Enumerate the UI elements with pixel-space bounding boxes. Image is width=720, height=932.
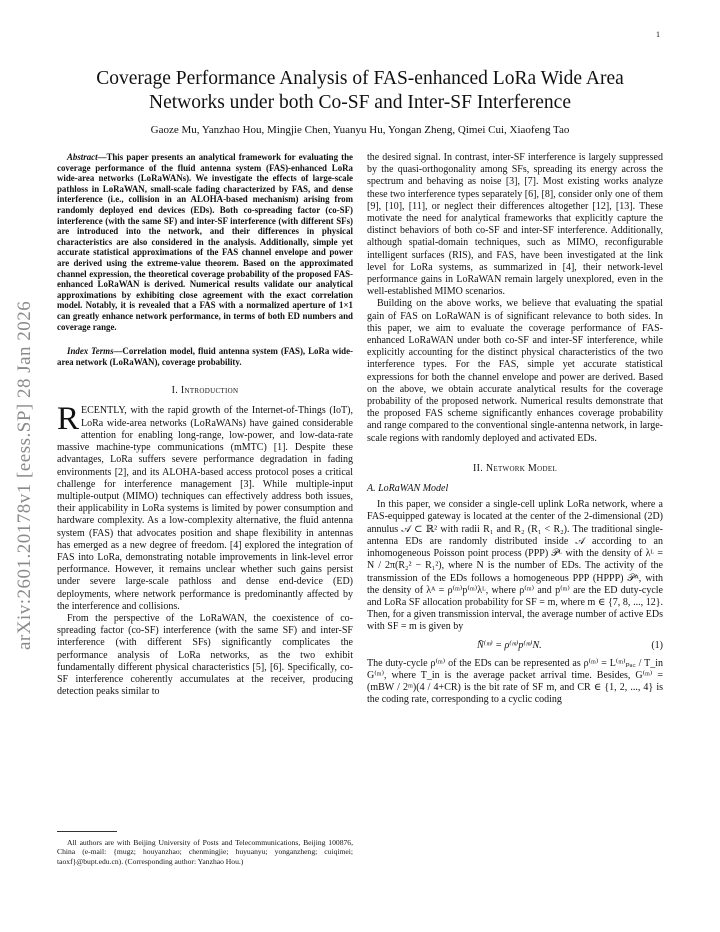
subsection-lorawan-model-heading: A. LoRaWAN Model — [367, 483, 449, 495]
equation-1 — [367, 640, 663, 652]
intro-paragraph-1-text: ECENTLY, with the rapid growth of the Internet-of-Things (IoT), LoRa wide-area networks (LoRaWANs) have gained considerable attention for enabling long-range, low-power, and low-data-rate massive machine-type communications (mMTC) [1]. Despite these advantages, LoRa suffers severe performance degradation in fading environments [2], and its ALOHA-based access protocol poses a critical challenge for interference management [3]. While multiple-input multiple-output (MIMO) techniques can effectively address both issues, their applicability in LoRa systems is limited by power consumption and hardware complexity. As a low-complexity alternative, the fluid antenna system (FAS) that advocates position and shape flexibility in antennas has emerged as a new degree of freedom. [4] explored the integration of FAS into LoRa, demonstrating notable improvements in link-level error performance. However, it remains unclear whether such gains persist under severe large-scale pathloss and dense end-device (ED) deployments, where network performance is predominantly affected by the interference and collisions. — [57, 405, 353, 612]
equation-1-body: N̄⁽ᵐ⁾ = ρ⁽ᵐ⁾p⁽ᵐ⁾N. — [477, 639, 542, 651]
footnote: All authors are with Beijing University of Posts and Telecommunications, Beijing 100876, China (e-mail: {mugz; houyanzhao; chenmingjie; huyuanyu; yonganzheng; cuiqimei; taoxf}@bupt.edu.cn). (Corresponding author: Yanzhao Hou.) — [57, 838, 353, 866]
section-introduction-heading: I. Introduction — [171, 385, 239, 397]
abstract-label: Abstract — [67, 152, 98, 162]
footnote-rule — [57, 831, 117, 832]
right-paragraph-3: In this paper, we consider a single-cell uplink LoRa network, where a FAS-equipped gateway is located at the center of the 2-dimensional (2D) annulus 𝒜 ⊂ ℝ² with radii R₁ and R₂ (R₁ < R₂). The traditional single-antenna EDs are randomly distributed inside 𝒜 according to an inhomogeneous Poisson point process (PPP) 𝒫ᴸ with the density of λᴸ = N / 2π(R₂² − R₁²), where N is the number of EDs. The activity of the transmission of the EDs follows a homogeneous PPP (HPPP) 𝒫ᴬ, with the density of λᴬ = ρ⁽ᵐ⁾p⁽ᵐ⁾λᴸ, where ρ⁽ᵐ⁾ and p⁽ᵐ⁾ are the ED duty-cycle and LoRa SF allocation probability for SF = m, where m ∈ {7, 8, ..., 12}. Then, for a given transmission interval, the average number of active EDs with SF = m is given by — [367, 499, 663, 633]
right-paragraph-2: Building on the above works, we believe that evaluating the spatial gain of FAS on LoRaWAN is of significant relevance to both sides. In this paper, we aim to evaluate the coverage performance of FAS-enhanced LoRaWAN under both co-SF and inter-SF interference, while explicitly accounting for the distinct physical characteristics of the two interference types. For the FAS, simple yet accurate statistical expressions for both the channel envelope and power are derived. Based on the above, we obtain accurate analytical results for the coverage probability of the proposed network. Numerical results demonstrate that the proposed FAS scheme significantly enhances coverage probability and range compared to the conventional single-antenna network, in large-scale regions with randomly deployed and activated EDs. — [367, 298, 663, 444]
intro-paragraph-1 — [57, 401, 353, 612]
arxiv-stamp: arXiv:2601.20178v1 [eess.SP] 28 Jan 2026 — [14, 300, 35, 650]
right-paragraph-1: the desired signal. In contrast, inter-SF interference is largely suppressed by the quasi-orthogonality among SFs, spreading its energy across the spectrum and behaving as noise [3], [7]. Most existing works analyze these two interference types separately [6], [8], consider only one of them [9], [10], [11], or neglect their differences altogether [12], [13]. These motivate the need for analytical frameworks that explicitly capture the distinct behaviors of both co-SF and inter-SF interference. Additionally, although spatial-domain techniques, such as MIMO, reconfigurable intelligent surfaces (RIS), and FAS, have been investigated at the link level for LoRa systems, as summarized in [4], their network-level performance gains in LoRaWAN remain largely unexplored, even in the well-established MIMO scenarios. — [367, 152, 663, 298]
drop-cap: R — [57, 401, 80, 438]
equation-1-number: (1) — [651, 639, 663, 651]
right-paragraph-4: The duty-cycle ρ⁽ᵐ⁾ of the EDs can be represented as ρ⁽ᵐ⁾ = L⁽ᵐ⁾ₚₐ꜀ / T_in G⁽ᵐ⁾, where T_in is the average packet arrival time. Besides, G⁽ᵐ⁾ = (mBW / 2ᵐ)(4 / 4+CR) is the bit rate of SF m, and CR ∈ {1, 2, ..., 4} is the coding rate, corresponding to a cyclic coding — [367, 657, 663, 706]
section-network-model-heading: II. Network Model — [473, 462, 557, 474]
abstract-text: —This paper presents an analytical framework for evaluating the coverage performance of the fluid antenna system (FAS)-enhanced LoRa wide-area networks (LoRaWANs). We investigate the effects of large-scale pathloss in LoRaWAN, small-scale fading characterized by FAS, and dense interference (i.e., collision in an ALOHA-based mechanism) arising from randomly deployed end devices (EDs). Both co-spreading factor (co-SF) interference (with the same SF) and inter-SF interference (with different SFs) are introduced into the network, and their differences in physical characteristics are also considered in the analysis. Additionally, simple yet accurate statistical approximations of the FAS channel envelope and power are derived using the extreme-value theorem. Based on the approximated channel expression, the theoretical coverage probability of the proposed FAS-enhanced LoRaWAN is derived. Numerical results validate our analytical approximations by exhibiting close agreement with the exact correlation model. Notably, it is revealed that a FAS with a normalized aperture of 1×1 can greatly enhance network performance, in terms of both ED numbers and coverage range. — [57, 152, 353, 332]
index-terms — [57, 346, 353, 367]
paper-authors: Gaoze Mu, Yanzhao Hou, Mingjie Chen, Yuanyu Hu, Yongan Zheng, Qimei Cui, Xiaofeng Tao — [150, 124, 570, 136]
abstract — [57, 152, 353, 332]
page-number: 1 — [656, 30, 660, 39]
paper-title: Coverage Performance Analysis of FAS-enhanced LoRa Wide Area Networks under both Co-SF and Inter-SF Interference — [96, 68, 624, 113]
index-terms-text: —Correlation model, fluid antenna system (FAS), LoRa wide-area network (LoRaWAN), coverage probability. — [57, 346, 353, 367]
intro-paragraph-2: From the perspective of the LoRaWAN, the coexistence of co-spreading factor (co-SF) interference (with the same SF) and inter-SF interference (with different SFs) significantly complicates the performance analysis of LoRa networks, as the two exhibit fundamentally different physical characteristics [5], [6]. Specifically, co-SF interference coherently accumulates at the receiver, producing detection peaks similar to — [57, 612, 353, 698]
right-column — [367, 152, 663, 707]
index-terms-label: Index Terms — [67, 346, 114, 357]
left-column — [57, 152, 353, 698]
